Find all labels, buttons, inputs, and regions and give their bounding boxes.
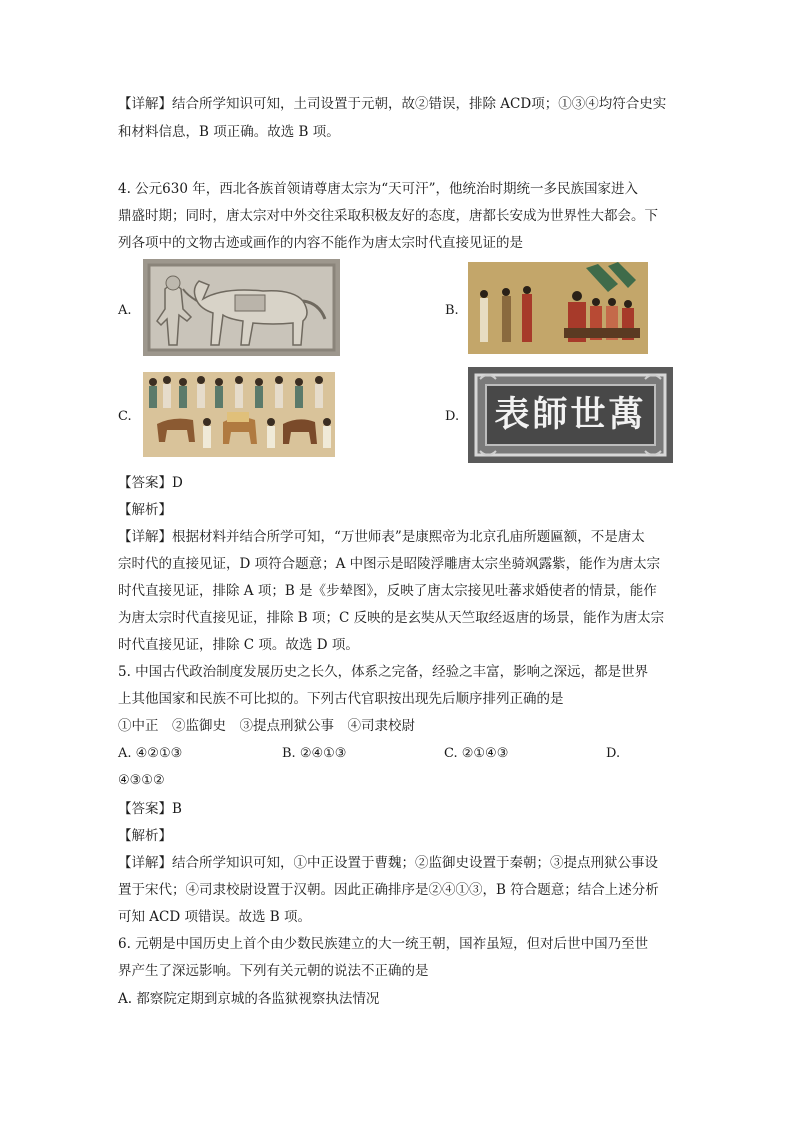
q4-stem-line-3: 列各项中的文物古迹或画作的内容不能作为唐太宗时代直接见证的是 [118,235,523,251]
q4-analysis-line-4: 为唐太宗时代直接见证，排除 B 项；C 反映的是玄奘从天竺取经返唐的场景，能作为唐太宗 [118,610,665,626]
q3-analysis-line-2: 和材料信息，B 项正确。故选 B 项。 [118,124,340,140]
q4-answer: 【答案】D [118,475,183,491]
q4-option-b-label: B. [445,303,459,318]
q3-analysis-line-1: 【详解】结合所学知识可知，土司设置于元朝，故②错误，排除 ACD项；①③④均符合史实 [118,96,667,112]
q5-option-b: B. ②④①③ [282,746,347,761]
q5-analysis-heading: 【解析】 [118,828,172,844]
q5-analysis-line-1: 【详解】结合所学知识可知，①中正设置于曹魏；②监御史设置于秦朝；③提点刑狱公事设 [118,855,658,871]
q4-option-c-mural-image [143,372,335,457]
q4-stem-line-2: 鼎盛时期；同时，唐太宗对中外交往采取积极友好的态度，唐都长安成为世界性大都会。下 [118,208,658,224]
q4-option-d-label: D. [445,409,460,424]
q4-option-d-plaque-image [468,367,673,463]
q4-analysis-line-3: 时代直接见证，排除 A 项；B 是《步辇图》，反映了唐太宗接见吐蕃求婚使者的情景，能作 [118,583,657,599]
q6-stem-line-2: 界产生了深远影响。下列有关元朝的说法不正确的是 [118,963,429,979]
q5-stem-line-1: 5. 中国古代政治制度发展历史之长久，体系之完备，经验之丰富，影响之深远，都是世界 [118,664,649,680]
q4-option-a-relief-image [143,259,340,356]
q5-option-d-text: ④③①② [118,773,165,788]
plaque-inscription: 表師世萬 [494,394,647,435]
q5-answer: 【答案】B [118,801,182,817]
q5-analysis-line-2: 置于宋代；④司隶校尉设置于汉朝。因此正确排序是②④①③，B 符合题意；结合上述分析 [118,882,659,898]
q4-stem-line-1: 4. 公元630 年，西北各族首领请尊唐太宗为“天可汗”，他统治时期统一多民族国家进入 [118,181,639,197]
q4-analysis-line-2: 宗时代的直接见证，D 项符合题意；A 中图示是昭陵浮雕唐太宗坐骑飒露紫，能作为唐太宗 [118,556,661,572]
q4-analysis-heading: 【解析】 [118,502,172,518]
q6-stem-line-1: 6. 元朝是中国历史上首个由少数民族建立的大一统王朝，国祚虽短，但对后世中国乃至世 [118,936,649,952]
q5-items: ①中正 ②监御史 ③提点刑狱公事 ④司隶校尉 [118,718,415,734]
q5-option-c: C. ②①④③ [444,746,509,761]
q4-option-c-label: C. [118,409,132,424]
q6-option-a: A. 都察院定期到京城的各监狱视察执法情况 [118,991,380,1007]
q5-stem-line-2: 上其他国家和民族不可比拟的。下列古代官职按出现先后顺序排列正确的是 [118,691,564,707]
q4-option-a-label: A. [118,303,132,318]
q5-option-a: A. ④②①③ [118,746,183,761]
q4-analysis-line-1: 【详解】根据材料并结合所学可知，“万世师表”是康熙帝为北京孔庙所题匾额，不是唐太 [118,529,645,545]
q5-analysis-line-3: 可知 ACD 项错误。故选 B 项。 [118,909,311,925]
q5-option-d: D. [606,746,621,761]
q4-option-b-painting-image [468,262,648,354]
q4-analysis-line-5: 时代直接见证，排除 C 项。故选 D 项。 [118,637,359,653]
